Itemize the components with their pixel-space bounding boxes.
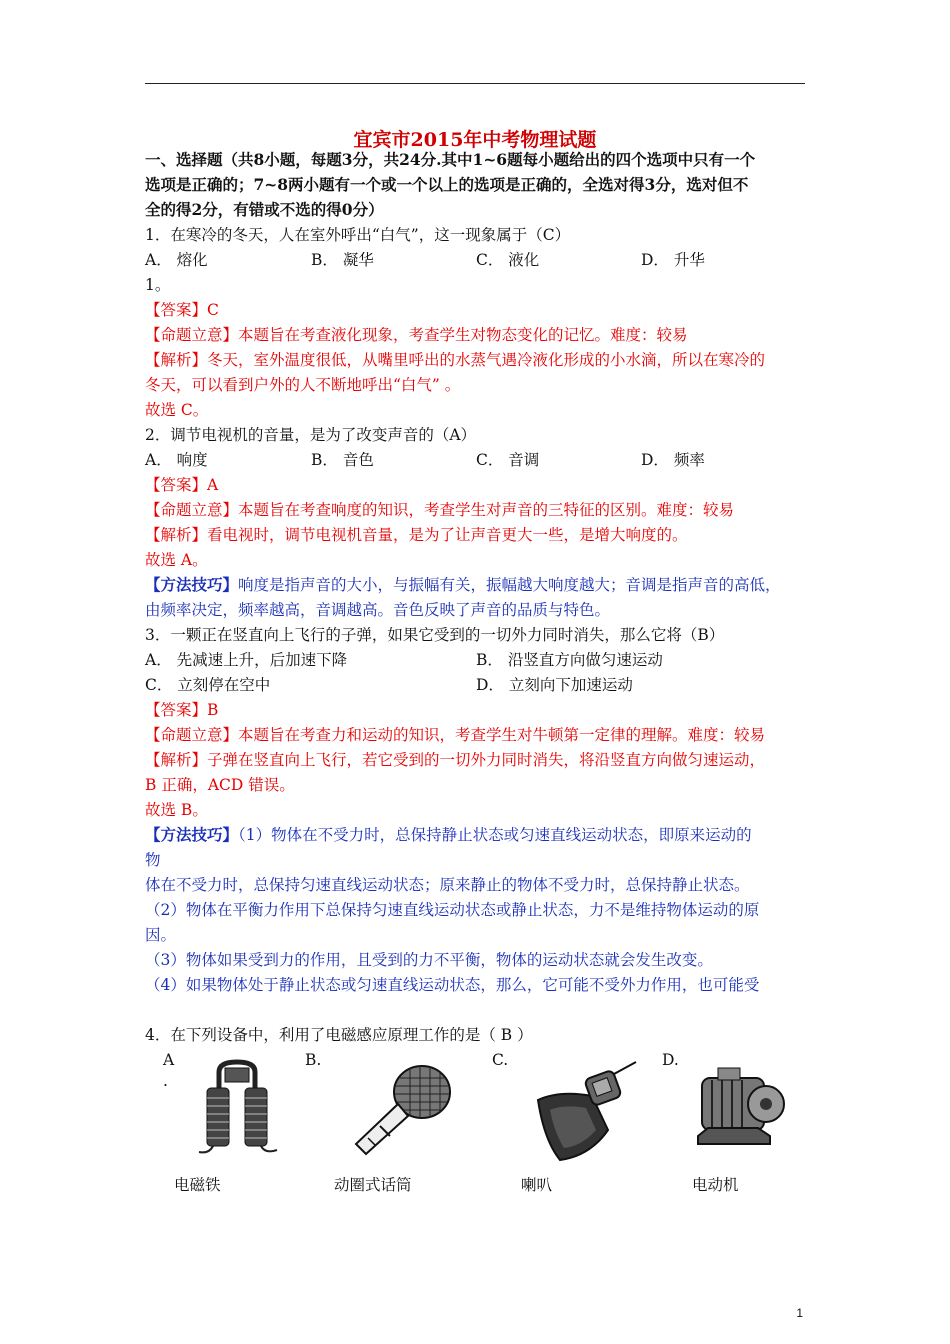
q3-stem: 3．一颗正在竖直向上飞行的子弹，如果它受到的一切外力同时消失，那么它将（B）	[145, 626, 725, 644]
q3-method-line7: （4）如果物体处于静止状态或匀速直线运动状态，那么，它可能不受外力作用，也可能受	[145, 976, 760, 994]
section-instructions-line2: 选项是正确的；7~8两小题有一个或一个以上的选项是正确的，全选对得3分，选对但不	[145, 175, 749, 194]
answer-tag: 【答案】	[145, 301, 208, 319]
q1-intent	[145, 324, 688, 346]
method-text: （1）物体在不受力时，总保持静止状态或匀速直线运动状态，即原来运动的	[238, 826, 752, 844]
q3-intent	[145, 724, 765, 746]
intent-tag: 【命题立意】	[145, 326, 239, 344]
q2-method-line1	[145, 574, 781, 596]
q3-method-line6: （3）物体如果受到力的作用，且受到的力不平衡，物体的运动状态就会发生改变。	[145, 951, 713, 969]
q1-analysis-line1	[145, 349, 765, 371]
q1-option-b: B． 凝华	[311, 251, 374, 269]
q3-option-b: B． 沿竖直方向做匀速运动	[476, 651, 663, 669]
page-number: 1	[796, 1306, 803, 1320]
intent-text: 本题旨在考查液化现象，考查学生对物态变化的记忆。难度：较易	[238, 326, 688, 344]
intent-tag: 【命题立意】	[145, 726, 239, 744]
q4-caption-a: 电磁铁	[174, 1176, 221, 1194]
loudspeaker-figure	[530, 1060, 640, 1165]
motor-figure	[688, 1064, 788, 1154]
analysis-text: 子弹在竖直向上飞行，若它受到的一切外力同时消失，将沿竖直方向做匀速运动，	[207, 751, 766, 769]
q4-label-b: B.	[305, 1051, 322, 1069]
answer-tag: 【答案】	[145, 701, 208, 719]
q1-extra: 1。	[145, 276, 171, 294]
q1-choice: 故选 C。	[145, 401, 209, 419]
q2-option-c: C． 音调	[476, 451, 540, 469]
q3-method-line3: 体在不受力时，总保持匀速直线运动状态；原来静止的物体不受力时，总保持静止状态。	[145, 876, 750, 894]
electromagnet-figure	[195, 1058, 280, 1158]
q4-caption-b: 动圈式话筒	[334, 1176, 412, 1194]
q2-analysis	[145, 524, 688, 546]
q1-analysis-line2: 冬天，可以看到户外的人不断地呼出“白气” 。	[145, 376, 461, 394]
q3-option-a: A． 先减速上升，后加速下降	[145, 651, 348, 669]
answer-value: A	[207, 476, 219, 494]
intent-text: 本题旨在考查响度的知识，考查学生对声音的三特征的区别。难度：较易	[238, 501, 735, 519]
q1-option-c: C． 液化	[476, 251, 540, 269]
page-title: 宜宾市2015年中考物理试题	[353, 129, 597, 151]
method-text: 响度是指声音的大小，与振幅有关，振幅越大响度越大；音调是指声音的高低，	[238, 576, 781, 594]
q3-method-line2: 物	[145, 851, 161, 869]
q2-method-line2: 由频率决定，频率越高，音调越高。音色反映了声音的品质与特色。	[145, 601, 611, 619]
q4-label-d: D.	[662, 1051, 679, 1069]
intent-text: 本题旨在考查力和运动的知识，考查学生对牛顿第一定律的理解。难度：较易	[238, 726, 766, 744]
q2-option-b: B． 音色	[311, 451, 374, 469]
q3-method-line1	[145, 824, 752, 846]
method-tag: 【方法技巧】	[145, 575, 239, 594]
q3-option-d: D． 立刻向下加速运动	[476, 676, 633, 694]
q4-label-c: C.	[492, 1051, 509, 1069]
header-rule	[145, 83, 805, 84]
q2-option-a: A． 响度	[145, 451, 208, 469]
q4-caption-c: 喇叭	[521, 1176, 553, 1194]
q3-option-c: C． 立刻停在空中	[145, 676, 271, 694]
q3-method-line4: （2）物体在平衡力作用下总保持匀速直线运动状态或静止状态，力不是维持物体运动的原	[145, 901, 760, 919]
answer-value: C	[207, 301, 219, 319]
q3-method-line5: 因。	[145, 926, 177, 944]
analysis-tag: 【解析】	[145, 526, 208, 544]
q2-stem: 2．调节电视机的音量，是为了改变声音的（A）	[145, 426, 477, 444]
q1-stem: 1．在寒冷的冬天，人在室外呼出“白气”，这一现象属于（C）	[145, 226, 571, 244]
analysis-tag: 【解析】	[145, 751, 208, 769]
q1-option-a: A． 熔化	[145, 251, 208, 269]
section-instructions-line3: 全的得2分，有错或不选的得0分）	[145, 200, 384, 219]
q1-answer	[145, 299, 219, 321]
q1-option-d: D． 升华	[641, 251, 705, 269]
q4-label-a: A	[163, 1051, 175, 1069]
answer-tag: 【答案】	[145, 476, 208, 494]
analysis-text: 冬天，室外温度很低，从嘴里呼出的水蒸气遇冷液化形成的小水滴，所以在寒冷的	[207, 351, 766, 369]
q4-stem: 4．在下列设备中，利用了电磁感应原理工作的是（ B ）	[145, 1026, 533, 1044]
analysis-text: 看电视时，调节电视机音量，是为了让声音更大一些，是增大响度的。	[207, 526, 688, 544]
q2-answer	[145, 474, 218, 496]
section-instructions-line1: 一、选择题（共8小题，每题3分，共24分.其中1~6题每小题给出的四个选项中只有一个	[145, 150, 756, 169]
q4-caption-d: 电动机	[692, 1176, 739, 1194]
answer-value: B	[207, 701, 219, 719]
q2-intent	[145, 499, 734, 521]
q3-answer	[145, 699, 218, 721]
q3-analysis-line1	[145, 749, 765, 771]
q3-analysis-line2: B 正确，ACD 错误。	[145, 776, 295, 794]
q4-label-a-dot: .	[163, 1072, 168, 1090]
q2-choice: 故选 A。	[145, 551, 208, 569]
microphone-figure	[340, 1060, 455, 1160]
intent-tag: 【命题立意】	[145, 501, 239, 519]
method-tag: 【方法技巧】	[145, 825, 239, 844]
q3-choice: 故选 B。	[145, 801, 208, 819]
analysis-tag: 【解析】	[145, 351, 208, 369]
q2-option-d: D． 频率	[641, 451, 705, 469]
